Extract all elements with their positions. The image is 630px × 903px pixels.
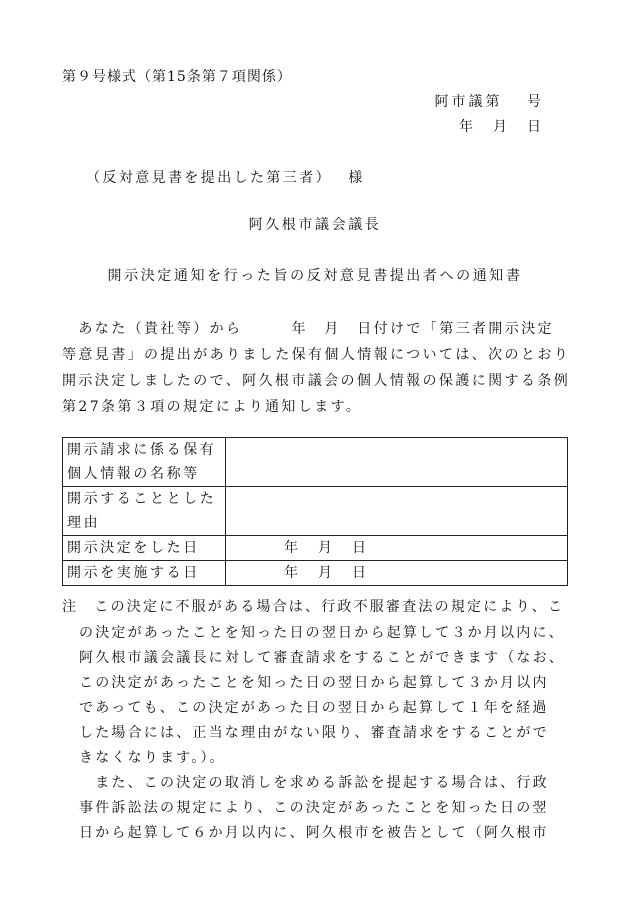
document-date: 年 月 日: [459, 119, 544, 135]
note-line: 日から起算して６か月以内に、阿久根市を被告として（阿久根市: [79, 825, 549, 841]
body-line: あなた（貴社等）から 年 月 日付けで「第三者開示決定: [62, 321, 554, 337]
document-number: 阿市議第 号: [434, 94, 544, 110]
table-label-cell: [63, 561, 226, 586]
note-line: 阿久根市議会議長に対して審査請求をすることができます（なお、: [79, 650, 565, 666]
note-line: きなくなります。）。: [79, 750, 226, 766]
body-line: 等意見書」の提出がありました保有個人情報については、次のとおり: [62, 347, 571, 363]
disclosure-info-table: [62, 437, 568, 586]
form-number: 第９号様式（第15条第７項関係）: [62, 69, 292, 85]
table-value-cell: [226, 487, 568, 536]
note-line: した場合には、正当な理由がない限り、審査請求をすることがで: [79, 725, 549, 741]
issuer-name: 阿久根市議会議長: [248, 217, 382, 233]
note-line: の決定があったことを知った日の翌日から起算して３か月以内に、: [79, 625, 565, 641]
document-title: 開示決定通知を行った旨の反対意見書提出者への通知書: [107, 268, 523, 284]
note-line: 事件訴訟法の規定により、この決定があったことを知った日の翌: [79, 800, 549, 816]
note-line: この決定があったことを知った日の翌日から起算して３か月以内: [79, 675, 549, 691]
table-label-cell: [63, 438, 226, 487]
label-line: 開示することとした: [67, 491, 217, 507]
table-label-cell: [63, 487, 226, 536]
table-value-cell: 年 月 日: [226, 536, 568, 561]
table-row: [63, 487, 568, 536]
table-label-cell: [63, 536, 226, 561]
note-line: また、この決定の取消しを求める訴訟を提起する場合は、行政: [79, 775, 549, 791]
table-value-cell: 年 月 日: [226, 561, 568, 586]
label-line: 個人情報の名称等: [67, 466, 200, 482]
recipient-line: （反対意見書を提出した第三者） 様: [86, 170, 365, 186]
table-row: [63, 536, 568, 561]
label-line: 開示を実施する日: [67, 565, 200, 581]
label-line: 開示請求に係る保有: [67, 442, 217, 458]
table-value-cell: [226, 438, 568, 487]
note-line: 注 この決定に不服がある場合は、行政不服審査法の規定により、こ: [62, 599, 565, 615]
body-line: 第27条第３項の規定により通知します。: [62, 399, 363, 415]
label-line: 理由: [67, 515, 101, 531]
body-line: 開示決定しましたので、阿久根市議会の個人情報の保護に関する条例: [62, 373, 571, 389]
note-line: であっても、この決定があった日の翌日から起算して１年を経過: [79, 700, 549, 716]
table-row: [63, 561, 568, 586]
table-row: [63, 438, 568, 487]
label-line: 開示決定をした日: [67, 540, 200, 556]
